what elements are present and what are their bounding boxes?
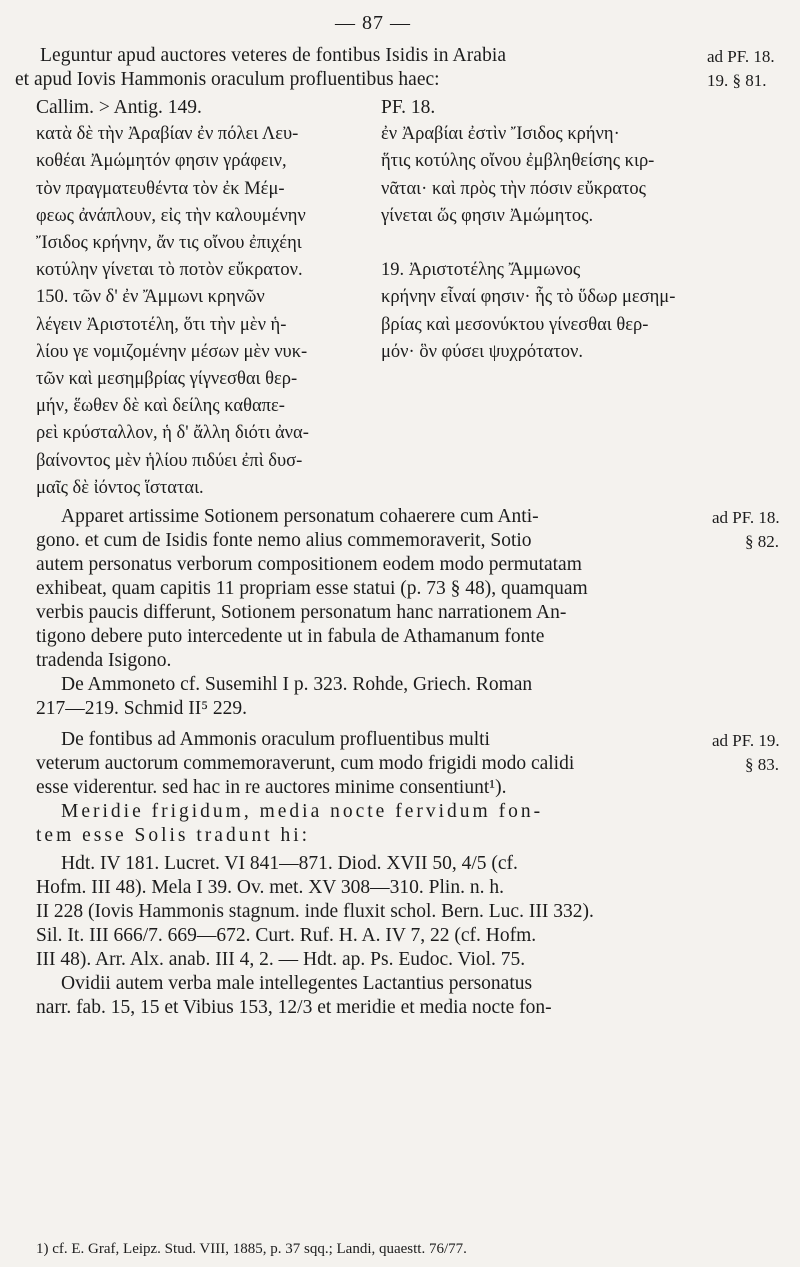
greek-line: βαίνοντος μὲν ἡλίου πιδύει ἐπὶ δυσ-: [36, 450, 303, 471]
greek-line: μήν, ἕωθεν δὲ καὶ δείλης καθαπε-: [36, 396, 285, 417]
greek-line: κατὰ δὲ τὴν Ἀραβίαν ἐν πόλει Λευ-: [36, 124, 299, 145]
intro-line: et apud Iovis Hammonis oraculum profluentibus haec:: [15, 69, 440, 90]
greek-line: φεως ἀνάπλουν, εἰς τὴν καλουμένην: [36, 205, 306, 226]
greek-line: λέγειν Ἀριστοτέλη, ὅτι τὴν μὲν ἡ-: [36, 314, 287, 335]
greek-line: γίνεται ὥς φησιν Ἀμώμητος.: [381, 205, 594, 226]
body-line: Hdt. IV 181. Lucret. VI 841—871. Diod. XVII 50, 4/5 (cf.: [61, 853, 518, 874]
greek-line: Ἴσιδος κρήνην, ἄν τις οἴνου ἐπιχέηι: [36, 233, 302, 254]
margin-note: § 82.: [745, 532, 779, 551]
greek-line: τὸν πραγματευθέντα τὸν ἐκ Μέμ-: [36, 178, 285, 199]
body-line: II 228 (Iovis Hammonis stagnum. inde fluxit schol. Bern. Luc. III 332).: [36, 901, 594, 922]
body-line-spaced: Meridie frigidum, media nocte fervidum fon-: [61, 801, 544, 822]
spacer-line: [381, 230, 675, 257]
right-column-pf: [381, 94, 675, 366]
greek-line: τῶν καὶ μεσημβρίας γίγνεσθαι θερ-: [36, 369, 298, 390]
greek-line: ἐν Ἀραβίαι ἐστὶν Ἴσιδος κρήνη·: [381, 124, 620, 145]
greek-line: κοτύλην γίνεται τὸ ποτὸν εὔκρατον.: [36, 260, 303, 281]
body-line: Apparet artissime Sotionem personatum cohaerere cum Anti-: [61, 506, 539, 527]
greek-line: κοθέαι Ἀμώμητόν φησιν γράφειν,: [36, 151, 287, 172]
footnote: 1) cf. E. Graf, Leipz. Stud. VIII, 1885, p. 37 sqq.; Landi, quaestt. 76/77.: [36, 1241, 467, 1257]
source-heading: PF. 18.: [381, 97, 436, 118]
margin-note: § 83.: [745, 755, 779, 774]
body-line: tradenda Isigono.: [36, 650, 172, 671]
body-line: verbis paucis differunt, Sotionem personatum hanc narrationem An-: [36, 602, 567, 623]
body-line: exhibeat, quam capitis 11 propriam esse statui (p. 73 § 48), quamquam: [36, 578, 588, 599]
body-line: 217—219. Schmid II⁵ 229.: [36, 698, 247, 719]
greek-line: κρήνην εἶναί φησιν· ἧς τὸ ὕδωρ μεσημ-: [381, 287, 676, 308]
body-line: veterum auctorum commemoraverunt, cum modo frigidi modo calidi: [36, 753, 575, 774]
greek-line: νᾶται· καὶ πρὸς τὴν πόσιν εὔκρατος: [381, 178, 646, 199]
source-heading: Callim. > Antig. 149.: [36, 97, 202, 118]
body-line: De fontibus ad Ammonis oraculum profluentibus multi: [61, 729, 490, 750]
greek-line: μαῖς δὲ ἰόντος ἵσταται.: [36, 477, 204, 498]
greek-line: λίου γε νομιζομένην μέσων μὲν νυκ-: [36, 341, 308, 362]
page-header: [0, 10, 800, 40]
margin-note: ad PF. 19.: [712, 731, 780, 750]
page-number: — 87 —: [335, 12, 411, 34]
body-line: gono. et cum de Isidis fonte nemo alius commemoraverit, Sotio: [36, 530, 532, 551]
margin-note: ad PF. 18.: [712, 508, 780, 527]
body-line: Hofm. III 48). Mela I 39. Ov. met. XV 308—310. Plin. n. h.: [36, 877, 504, 898]
left-column-callimachus: [36, 94, 309, 502]
intro-line: Leguntur apud auctores veteres de fontibus Isidis in Arabia: [40, 45, 507, 66]
body-line: III 48). Arr. Alx. anab. III 4, 2. — Hdt. ap. Ps. Eudoc. Viol. 75.: [36, 949, 526, 970]
body-line: Ovidii autem verba male intellegentes Lactantius personatus: [61, 973, 533, 994]
greek-line: 19. Ἀριστοτέλης Ἄμμωνος: [381, 260, 581, 281]
body-line: De Ammoneto cf. Susemihl I p. 323. Rohde, Griech. Roman: [61, 674, 533, 695]
body-line: Sil. It. III 666/7. 669—672. Curt. Ruf. H. A. IV 7, 22 (cf. Hofm.: [36, 925, 537, 946]
margin-note: ad PF. 18.: [707, 47, 775, 66]
greek-line: βρίας καὶ μεσονύκτου γίνεσθαι θερ-: [381, 314, 649, 335]
body-line: esse viderentur. sed hac in re auctores minime consentiunt¹).: [36, 777, 507, 798]
body-line: tigono debere puto intercedente ut in fabula de Athamanum fonte: [36, 626, 545, 647]
greek-line: ἥτις κοτύλης οἴνου ἐμβληθείσης κιρ-: [381, 151, 655, 172]
body-line: narr. fab. 15, 15 et Vibius 153, 12/3 et meridie et media nocte fon-: [36, 997, 552, 1018]
greek-line: ρεὶ κρύσταλλον, ἡ δ' ἄλλη διότι ἀνα-: [36, 423, 309, 444]
body-line: autem personatus verborum compositionem eodem modo permutatam: [36, 554, 582, 575]
body-line-spaced: tem esse Solis tradunt hi:: [36, 825, 311, 846]
greek-line: μόν· ὃν φύσει ψυχρότατον.: [381, 341, 583, 362]
margin-note: 19. § 81.: [707, 71, 767, 90]
greek-line: 150. τῶν δ' ἐν Ἄμμωνι κρηνῶν: [36, 287, 265, 308]
